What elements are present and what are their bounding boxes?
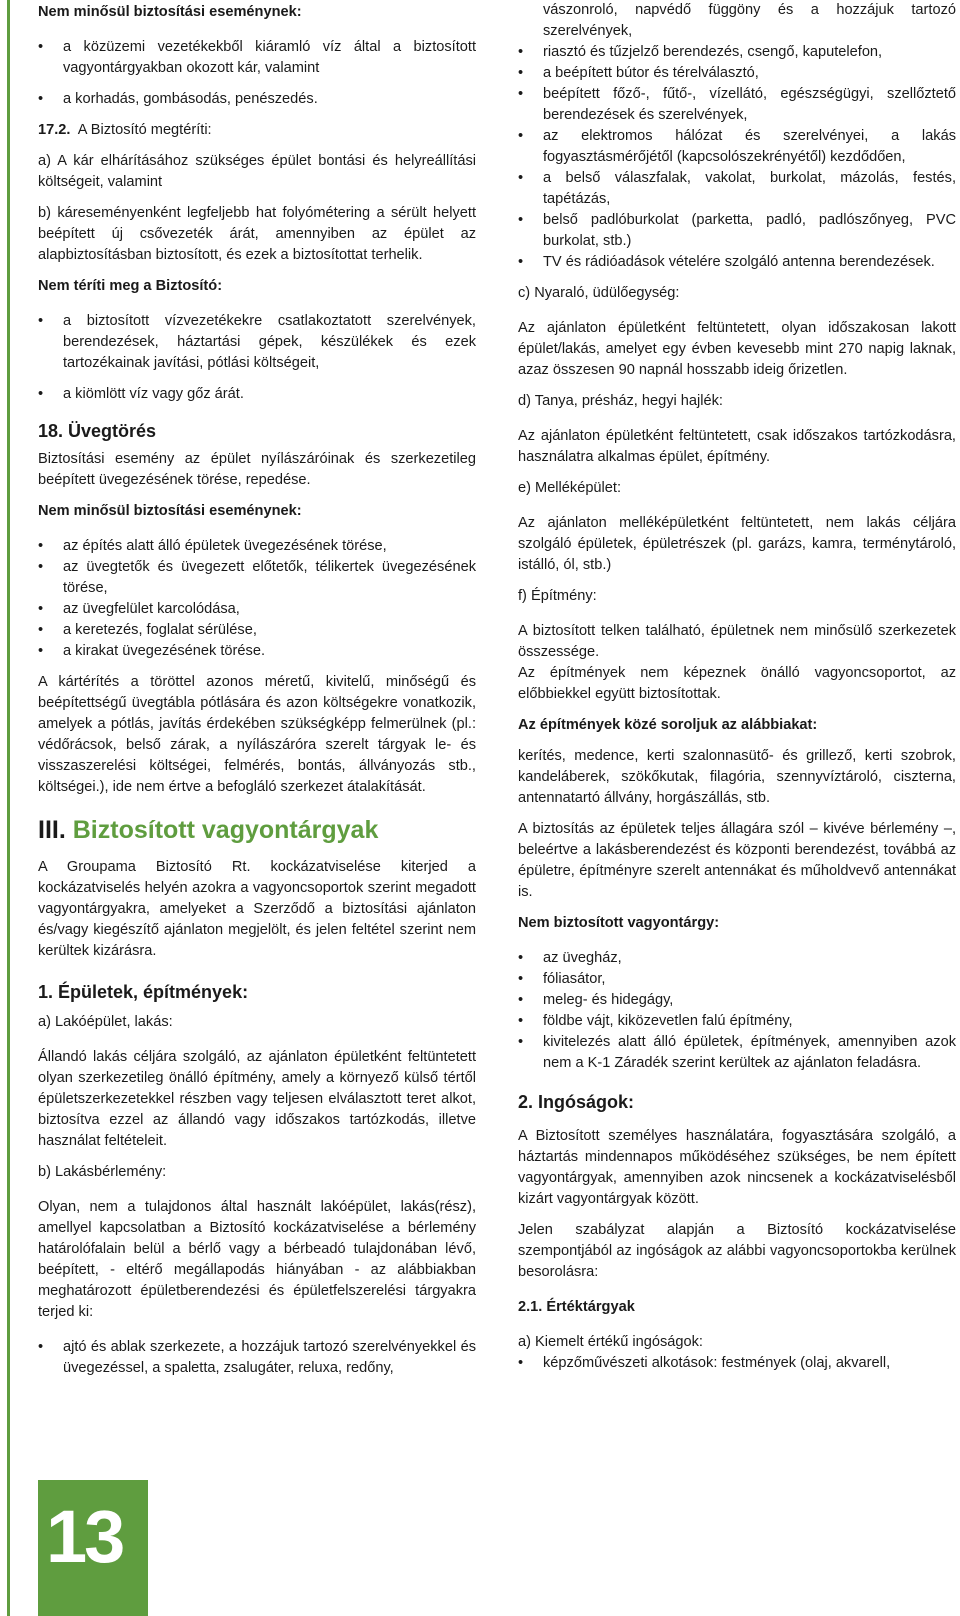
left-margin-rule	[7, 0, 10, 1616]
heading-epitmenyek-koze: Az építmények közé soroljuk az alábbiakat:	[518, 717, 818, 733]
paragraph-karterites: A kártérítés a töröttel azonos méretű, kivitelű, minőségű és beépítettségű üvegtábla pótlására és azon költségekre vonatkozik, amelyek a pótlás, javítás érdekében szükségképp felmerülnek (pl.: védőrácsok, belső zárak, a nyílászáróra szerelt tárgyak le- és visszaszerelési költségei, felmérés, bontás, állványozás stb., költségei.), ide nem értve a befogláló szerkezet átalakítását.	[38, 674, 476, 795]
list-item: • a biztosított vízvezetékekre csatlakoztatott szerelvények, berendezések, háztartási gépek, készülékek és ezek tartozékainak javítási, pótlási költségeit,	[38, 311, 476, 374]
section-17-2	[38, 120, 476, 141]
paragraph-epitmeny-2: Az építmények nem képeznek önálló vagyoncsoportot, az előbbiekkel együtt biztosítottak.	[518, 665, 956, 702]
subheading-nyaralo: c) Nyaraló, üdülőegység:	[518, 285, 680, 301]
list-nem-minosul-1	[38, 37, 476, 110]
list-item: • a beépített bútor és térelválasztó,	[518, 63, 956, 84]
page-number-box	[38, 1480, 148, 1616]
subheading-kiemelt: a) Kiemelt értékű ingóságok:	[518, 1334, 703, 1350]
list-item: • meleg- és hidegágy,	[518, 990, 956, 1011]
heading-nem-minosul-1: Nem minősül biztosítási eseménynek:	[38, 4, 302, 20]
list-item: • fóliasátor,	[518, 969, 956, 990]
list-item: • a belső válaszfalak, vakolat, burkolat, mázolás, festés, tapétázás,	[518, 168, 956, 210]
list-item: • földbe vájt, kiközevetlen falú építmény,	[518, 1011, 956, 1032]
list-item-continued: vászonroló, napvédő függöny és a hozzájuk tartozó szerelvények,	[543, 2, 956, 39]
right-column	[518, 0, 956, 1374]
list-kepzomuveszeti	[518, 1353, 956, 1374]
list-item: • a kirakat üvegezésének törése.	[38, 641, 476, 662]
list-item: • képzőművészeti alkotások: festmények (olaj, akvarell,	[518, 1353, 956, 1374]
list-item: • az építés alatt álló épületek üvegezésének törése,	[38, 536, 476, 557]
list-berendezesek	[38, 1337, 476, 1379]
heading-section-iii	[38, 816, 476, 845]
list-item: • ajtó és ablak szerkezete, a hozzájuk tartozó szerelvényekkel és üvegezéssel, a spaletta, zsalugáter, reluxa, redőny,	[38, 1337, 476, 1379]
heading-section-18: 18. Üvegtörés	[38, 421, 157, 441]
list-item: • az elektromos hálózat és szerelvényei, a lakás fogyasztásmérőjétől (kapcsolószekrényétől) kezdődően,	[518, 126, 956, 168]
roman-numeral: III.	[38, 816, 66, 844]
heading-ingosagok: 2. Ingóságok:	[518, 1092, 635, 1112]
paragraph-nyaralo: Az ajánlaton épületként feltüntetett, olyan időszakosan lakott épület/lakás, amelyet egy évben kevesebb mint 270 napig laknak, azaz összesen 90 napnál hosszabb ideig őrizetlen.	[518, 320, 956, 378]
heading-epuletek: 1. Épületek, építmények:	[38, 982, 249, 1002]
paragraph-kerites: kerítés, medence, kerti szalonnasütő- és grillező, kerti szobrok, kandeláberek, szökőkutak, filagória, szennyvíztároló, ciszterna, antennatartó állvány, horgászállás, stb.	[518, 748, 956, 806]
list-berendezesek-continued	[518, 0, 956, 273]
paragraph-17-2-b: b) káreseményenként legfeljebb hat folyómétering a sérült helyett beépített új csővezeték árát, amennyiben az épület az alapbiztosításban biztosított, és ezek a biztosítottat terhelik.	[38, 205, 476, 263]
paragraph-groupama: A Groupama Biztosító Rt. kockázatviselése kiterjed a kockázatviselés helyén azokra a vagyoncsoportok szerint megadott vagyontárgyakra, amelyeket a Szerződő a biztosítási ajánlaton és/vagy kiegészítő ajánlaton megjelölt, és jelen feltétel szerint nem kerültek kizárásra.	[38, 859, 476, 959]
list-item: • a kiömlött víz vagy gőz árát.	[38, 384, 476, 405]
list-item: • a korhadás, gombásodás, penészedés.	[38, 89, 476, 110]
page-number: 13	[46, 1495, 123, 1578]
list-item: • a közüzemi vezetékekből kiáramló víz által a biztosított vagyontárgyakban okozott kár, valamint	[38, 37, 476, 79]
paragraph-mellekepulet: Az ajánlaton melléképületként feltüntetett, nem lakás céljára szolgáló épületek, épületrészek (pl. garázs, kamra, terménytároló, istálló, ól, stb.)	[518, 515, 956, 573]
heading-nem-teriti: Nem téríti meg a Biztosító:	[38, 278, 223, 294]
section-number: 17.2.	[38, 122, 71, 138]
paragraph-epitmeny-1: A biztosított telken található, épületnek nem minősülő szerkezetek összessége.	[518, 623, 956, 660]
list-nem-minosul-2	[38, 536, 476, 662]
list-nem-teriti	[38, 311, 476, 405]
list-item: • belső padlóburkolat (parketta, padló, padlószőnyeg, PVC burkolat, stb.)	[518, 210, 956, 252]
list-item: • riasztó és tűzjelző berendezés, csengő, kaputelefon,	[518, 42, 956, 63]
section-text: A Biztosító megtéríti:	[77, 122, 212, 138]
list-item: • TV és rádióadások vételére szolgáló antenna berendezések.	[518, 252, 956, 273]
left-column	[38, 0, 476, 1379]
paragraph-allando-lakas: Állandó lakás céljára szolgáló, az ajánlaton épületként feltüntetett olyan szerkezetileg önálló építmény, amely a környező külső tértől épületszerkezetekkel részben vagy teljesen elválasztott teret alkot, biztosítva ezzel az állandó vagy időszakos tartózkodás, illetve használat feltételeit.	[38, 1049, 476, 1149]
heading-nem-minosul-2: Nem minősül biztosítási eseménynek:	[38, 503, 302, 519]
heading-section-iii-title: Biztosított vagyontárgyak	[72, 816, 379, 844]
paragraph-ingosagok: A Biztosított személyes használatára, fogyasztására szolgáló, a háztartás mindennapos működéséhez szükséges, be nem épített vagyontárgyak, amennyiben azok nincsenek a kockázatviselésből kizárt vagyontárgyak között.	[518, 1128, 956, 1207]
list-item: • kivitelezés alatt álló épületek, építmények, amennyiben azok nem a K-1 Záradék szerint kerültek az ajánlaton feladásra.	[518, 1032, 956, 1074]
list-item: • beépített főző-, fűtő-, vízellátó, egészségügyi, szellőztető berendezések és szerelvények,	[518, 84, 956, 126]
list-nem-biztositott	[518, 948, 956, 1074]
paragraph-18: Biztosítási esemény az épület nyílászáróinak és szerkezetileg beépített üvegezésének törése, repedése.	[38, 451, 476, 488]
subheading-epitmeny: f) Építmény:	[518, 588, 597, 604]
paragraph-teljes-allag: A biztosítás az épületek teljes állagára szól – kivéve bérlemény –, beleértve a lakásberendezést és központi berendezést, továbbá az épületre, építményre szerelt antennákat és műholdvevő antennákat is.	[518, 821, 956, 900]
subheading-lakoepulet: a) Lakóépület, lakás:	[38, 1014, 173, 1030]
heading-nem-biztositott: Nem biztosított vagyontárgy:	[518, 915, 720, 931]
paragraph-tanya: Az ajánlaton épületként feltüntetett, csak időszakos tartózkodásra, használatra alkalmas épület, építmény.	[518, 428, 956, 465]
list-item: • az üvegtetők és üvegezett előtetők, télikertek üvegezésének törése,	[38, 557, 476, 599]
subheading-tanya: d) Tanya, présház, hegyi hajlék:	[518, 393, 723, 409]
subheading-mellekepulet: e) Melléképület:	[518, 480, 622, 496]
paragraph-jelen-szabalyzat: Jelen szabályzat alapján a Biztosító kockázatviselése szempontjából az ingóságok az alábbi vagyoncsoportokba kerülnek besorolásra:	[518, 1222, 956, 1280]
heading-ertektargyak: 2.1. Értéktárgyak	[518, 1299, 635, 1315]
list-item: • az üvegház,	[518, 948, 956, 969]
list-item: • a keretezés, foglalat sérülése,	[38, 620, 476, 641]
subheading-lakasberlemeny: b) Lakásbérlemény:	[38, 1164, 167, 1180]
list-item: • az üvegfelület karcolódása,	[38, 599, 476, 620]
paragraph-17-2-a: a) A kár elhárításához szükséges épület bontási és helyreállítási költségeit, valamint	[38, 153, 476, 190]
paragraph-olyan: Olyan, nem a tulajdonos által használt lakóépület, lakás(rész), amellyel kapcsolatban a Biztosító kockázatviselése a bérlemény határolófalain belül a bérlő vagy a bérbeadó tulajdonában lévő, beépített, - eltérő megállapodás hiányában - az alábbiakban meghatározott épületberendezési és épületfelszerelési tárgyakra terjed ki:	[38, 1199, 476, 1320]
